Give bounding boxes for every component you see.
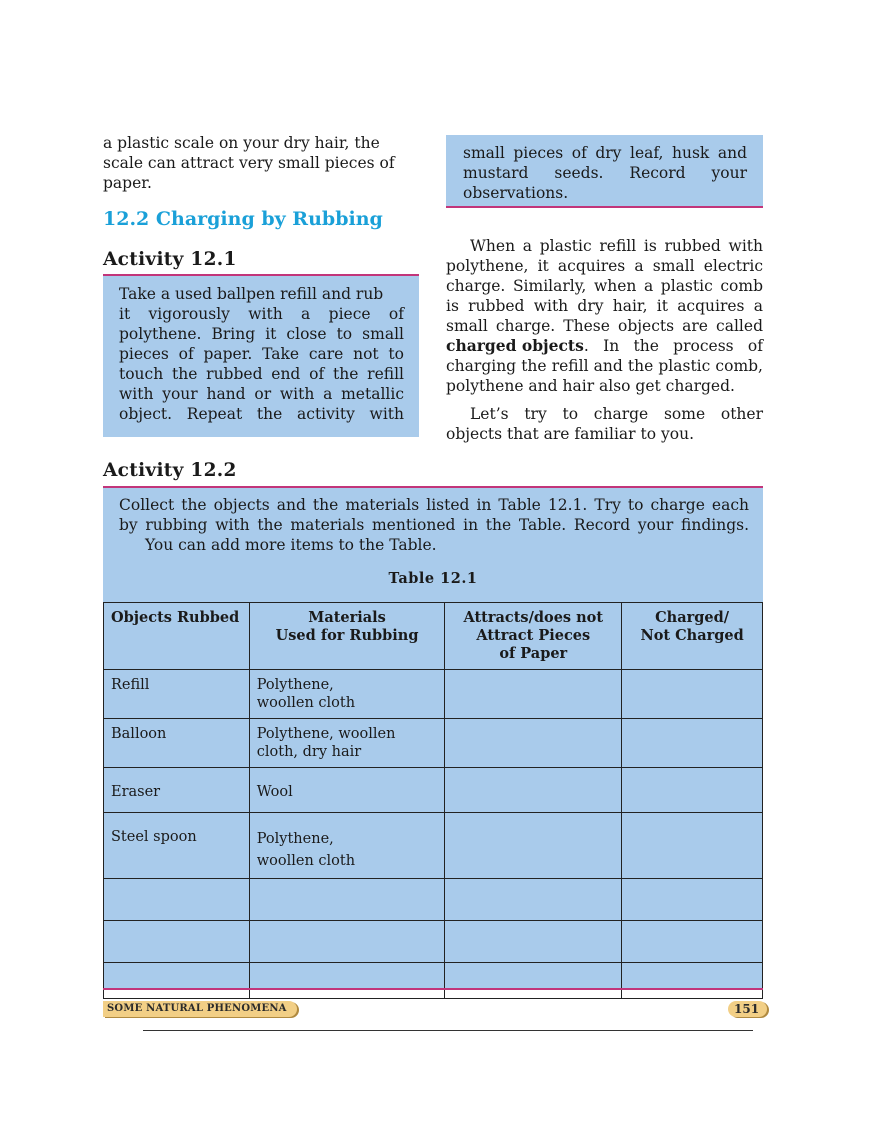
header-text: Charged/ (655, 609, 730, 626)
empty-cell (445, 963, 622, 999)
text-line (446, 336, 763, 356)
cell-text: Polythene, woollen (256, 726, 396, 742)
cell-text: woollen cloth (256, 695, 356, 711)
header-text: of Paper (499, 645, 568, 662)
text-line: touch the rubbed end of the refill (119, 365, 404, 383)
cell-material (249, 813, 445, 879)
cell-attracts (445, 813, 622, 879)
table-12-1 (103, 602, 763, 999)
empty-cell (104, 921, 250, 963)
section-heading: 12.2 Charging by Rubbing (103, 208, 383, 230)
header-text: Not Charged (640, 627, 744, 644)
empty-cell (622, 921, 763, 963)
cell-attracts (445, 719, 622, 768)
cell-attracts (445, 768, 622, 813)
text-line: pieces of paper. Take care not to (119, 345, 404, 363)
empty-cell (622, 963, 763, 999)
table-row (104, 670, 763, 719)
charged-objects-paragraph (446, 236, 763, 396)
cell-charged (622, 670, 763, 719)
text-line: polythene and hair also get charged. (446, 377, 735, 395)
activity-1-continued-box (446, 135, 763, 206)
empty-cell (445, 879, 622, 921)
text-line: polythene. Bring it close to small (119, 325, 404, 343)
text-line: small charge. These objects are called (446, 317, 763, 335)
text-line: with your hand or with a metallic (119, 385, 404, 403)
activity-2-title: Activity 12.2 (103, 460, 237, 481)
cell-text: Balloon (111, 726, 167, 742)
try-charge-paragraph (446, 404, 763, 444)
cell-charged (622, 813, 763, 879)
cell-charged (622, 768, 763, 813)
table-row (104, 768, 763, 813)
text-line: charging the refill and the plastic comb, (446, 357, 763, 375)
table-header-row (104, 603, 763, 670)
text-line: small pieces of dry leaf, husk and (463, 144, 747, 162)
header-text: Attracts/does not (463, 609, 604, 626)
cell-material (249, 719, 445, 768)
table-row (104, 813, 763, 879)
cell-text: woollen cloth (256, 853, 356, 869)
text-line: is rubbed with dry hair, it acquires a (446, 297, 763, 315)
cell-text: Polythene, (256, 677, 334, 693)
cell-material (249, 768, 445, 813)
table-row (104, 963, 763, 999)
text-line: When a plastic refill is rubbed with (470, 237, 763, 255)
activity-1-box (103, 276, 419, 437)
text-line: objects that are familiar to you. (446, 425, 694, 443)
text-line: by rubbing with the materials mentioned in the Table. Record your findings. (119, 516, 749, 534)
text-line: a plastic scale on your dry hair, the (103, 134, 380, 152)
cell-text: Eraser (111, 784, 161, 800)
text-line: polythene, it acquires a small electric (446, 257, 763, 275)
header-attracts (445, 603, 622, 670)
cell-text: Steel spoon (111, 829, 197, 845)
empty-cell (249, 879, 445, 921)
cell-object (104, 768, 250, 813)
cell-object (104, 670, 250, 719)
empty-cell (249, 963, 445, 999)
header-text: Attract Pieces (476, 627, 591, 644)
table-caption: Table 12.1 (388, 570, 478, 587)
text-line: mustard seeds. Record your (463, 164, 747, 182)
cell-attracts (445, 670, 622, 719)
page-number-tab (728, 1001, 767, 1017)
header-text: Materials (308, 609, 386, 626)
table-row (104, 879, 763, 921)
header-materials (249, 603, 445, 670)
table-row (104, 921, 763, 963)
empty-cell (249, 921, 445, 963)
header-text: Objects Rubbed (111, 609, 240, 626)
cell-text: cloth, dry hair (256, 744, 362, 760)
text-line: observations. (463, 184, 569, 202)
cell-text: Polythene, (256, 831, 334, 847)
text-line: object. Repeat the activity with (119, 405, 404, 423)
chapter-tab (103, 1001, 297, 1017)
header-objects-rubbed (104, 603, 250, 670)
text-line: scale can attract very small pieces of (103, 154, 395, 172)
empty-cell (104, 963, 250, 999)
text-line: paper. (103, 174, 152, 192)
activity-1-title: Activity 12.1 (103, 249, 237, 270)
text-span: . In the process of (583, 337, 763, 355)
chapter-title: SOME NATURAL PHENOMENA (107, 1003, 287, 1014)
text-line: You can add more items to the Table. (145, 536, 437, 554)
empty-cell (445, 921, 622, 963)
cell-charged (622, 719, 763, 768)
text-line: charge. Similarly, when a plastic comb (446, 277, 763, 295)
cell-object (104, 719, 250, 768)
table-bottom-divider (103, 988, 763, 990)
intro-text (103, 133, 420, 193)
activity-1-continued-divider (446, 206, 763, 208)
charged-objects-term: charged objects (446, 336, 584, 355)
cell-text: Wool (256, 784, 293, 800)
header-charged (622, 603, 763, 670)
footer-rule (143, 1030, 753, 1031)
header-text: Used for Rubbing (275, 627, 419, 644)
text-line: Let’s try to charge some other (470, 405, 763, 423)
table-row (104, 719, 763, 768)
text-line: it vigorously with a piece of (119, 305, 404, 323)
text-line: Collect the objects and the materials listed in Table 12.1. Try to charge each (119, 496, 749, 514)
empty-cell (104, 879, 250, 921)
cell-material (249, 670, 445, 719)
page-number: 151 (734, 1002, 760, 1016)
empty-cell (622, 879, 763, 921)
cell-text: Refill (111, 677, 150, 693)
cell-object (104, 813, 250, 879)
text-line: Take a used ballpen refill and rub (119, 285, 384, 303)
